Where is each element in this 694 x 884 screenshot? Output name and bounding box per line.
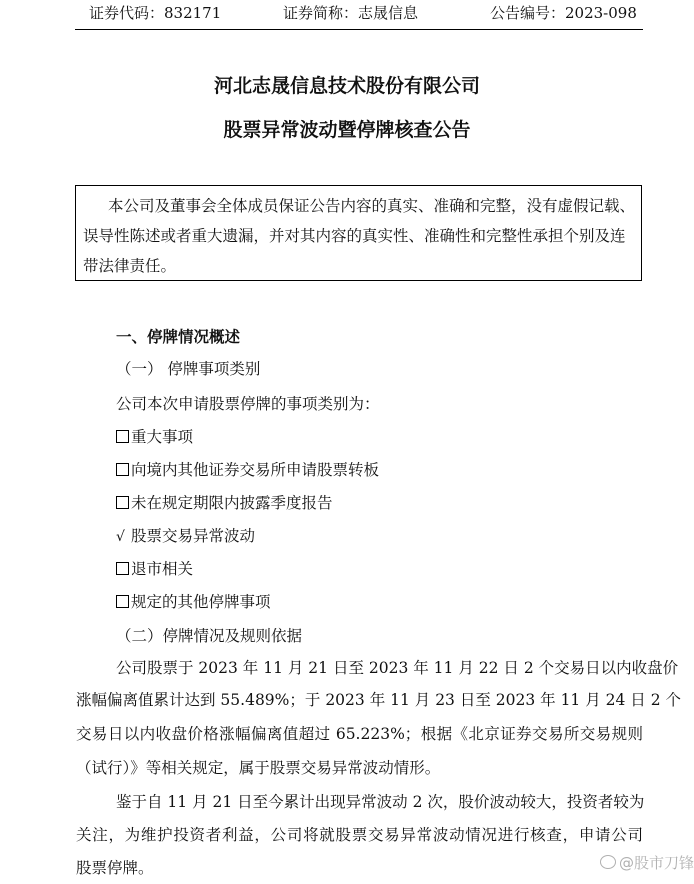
paragraph-line: 关注，为维护投资者利益，公司将就股票交易异常波动情况进行核查，申请公司 <box>76 826 643 844</box>
document-title: 股票异常波动暨停牌核查公告 <box>223 119 471 141</box>
option-item <box>116 460 379 480</box>
disclaimer-line: 带法律责任。 <box>83 257 177 275</box>
paragraph-line: （试行）》等相关规定，属于股票交易异常波动情形。 <box>76 759 441 777</box>
option-item <box>116 493 333 513</box>
paragraph-line: 股票停牌。 <box>76 859 154 877</box>
option-item <box>116 427 193 447</box>
checkbox-empty-icon <box>116 430 129 443</box>
weibo-icon <box>600 855 616 869</box>
disclaimer-line: 误导性陈述或者重大遗漏，并对其内容的真实性、准确性和完整性承担个别及连 <box>83 227 626 245</box>
paragraph-line: 鉴于自 11 月 21 日至今累计出现异常波动 2 次，股价波动较大，投资者较为 <box>116 793 645 811</box>
page-header <box>0 0 694 30</box>
option-item-selected <box>116 526 255 547</box>
paragraph-line: 涨幅偏离值累计达到 55.489%；于 2023 年 11 月 23 日至 2023 年 11 月 24 日 2 个 <box>76 691 682 709</box>
watermark <box>600 853 694 873</box>
option-label: 规定的其他停牌事项 <box>131 593 271 611</box>
subsection-heading: （二）停牌情况及规则依据 <box>116 627 303 645</box>
security-code: 证券代码：832171 <box>89 4 222 22</box>
option-label: 未在规定期限内披露季度报告 <box>131 494 333 512</box>
paragraph-line: 交易日以内收盘价格涨幅偏离值超过 65.223%；根据《北京证券交易所交易规则 <box>76 725 643 743</box>
checkbox-empty-icon <box>116 496 129 509</box>
disclaimer-box <box>75 185 642 281</box>
section-heading: 一、停牌情况概述 <box>116 328 241 346</box>
subsection-heading: （一） 停牌事项类别 <box>116 360 261 378</box>
option-label: 向境内其他证券交易所申请股票转板 <box>131 461 380 479</box>
header-rule <box>75 29 643 30</box>
checkmark-icon: √ <box>116 529 125 545</box>
intro-text: 公司本次申请股票停牌的事项类别为： <box>116 395 380 413</box>
option-label: 股票交易异常波动 <box>131 527 256 545</box>
disclaimer-line: 本公司及董事会全体成员保证公告内容的真实、准确和完整，没有虚假记载、 <box>108 197 636 215</box>
checkbox-empty-icon <box>116 562 129 575</box>
notice-number: 公告编号：2023-098 <box>490 4 637 22</box>
security-short-name: 证券简称：志晟信息 <box>283 4 419 22</box>
checkbox-empty-icon <box>116 463 129 476</box>
option-label: 退市相关 <box>131 560 194 578</box>
watermark-text: @股市刀锋 <box>619 854 694 872</box>
option-item <box>116 592 271 612</box>
paragraph-line: 公司股票于 2023 年 11 月 21 日至 2023 年 11 月 22 日 2 个交易日以内收盘价 <box>116 659 679 677</box>
company-name: 河北志晟信息技术股份有限公司 <box>213 75 480 97</box>
checkbox-empty-icon <box>116 595 129 608</box>
option-item <box>116 559 193 579</box>
option-label: 重大事项 <box>131 428 194 446</box>
